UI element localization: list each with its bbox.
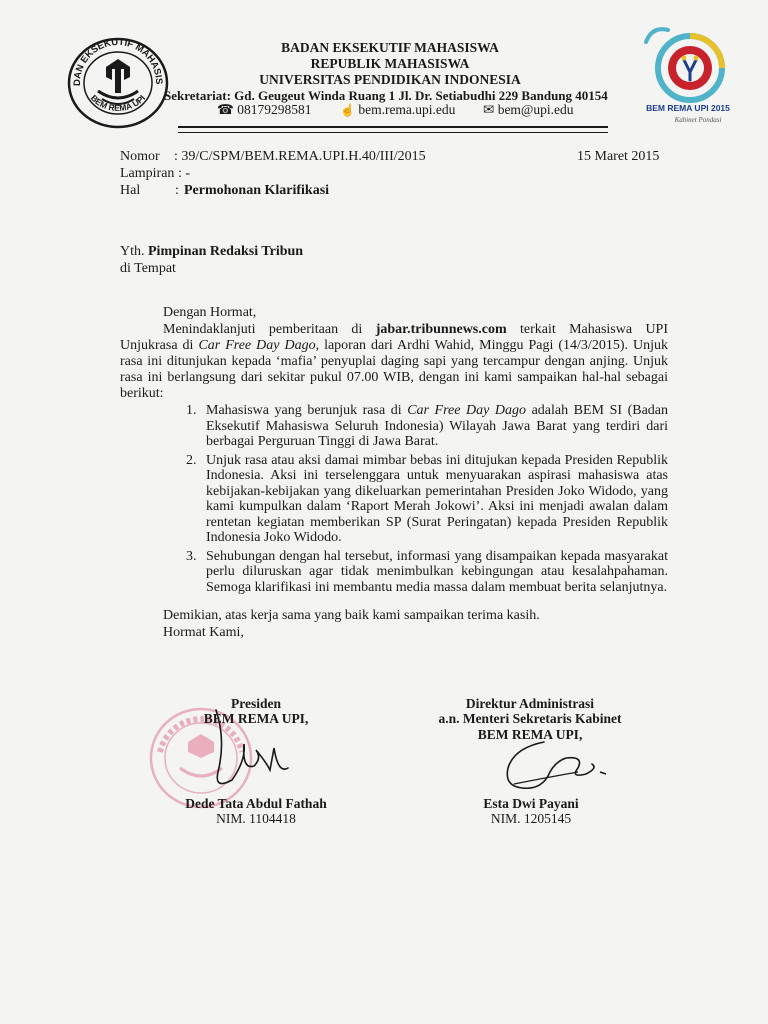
recipient-salutation: Yth.: [120, 244, 145, 259]
hal-label: Hal: [120, 183, 141, 198]
logo-title: BEM REMA UPI 2015: [646, 103, 730, 113]
contact-email: [483, 102, 573, 118]
p1-end: , laporan dari Ardhi Wahid, Minggu Pagi (14/3/2015). Unjuk rasa ini ditunjukan kepada ‘mafia’ penyuplai daging sapi yang tercampur dengan anjing. Unjuk rasa ini berlangsung dari sekitar pukul 07.00 WIB, dengan ini kami sampaikan hal-hal sebagai berikut:: [120, 338, 668, 401]
list-item-number: 3.: [186, 548, 197, 564]
p1-mid: terkait Mahasiswa UPI Unjukrasa di: [120, 322, 668, 353]
bem-rema-logo: [66, 33, 170, 129]
right-sig-title2: a.n. Menteri Sekretaris Kabinet: [438, 711, 622, 726]
regards-line: Hormat Kami,: [163, 625, 244, 640]
left-sig-title2: BEM REMA UPI,: [203, 711, 309, 726]
header-rule-thick: [178, 126, 608, 128]
opening-paragraph: [120, 322, 668, 402]
signature-scribble: [196, 700, 296, 800]
item1-text-b: adalah BEM SI (Badan Eksekutif Mahasiswa Seluruh Indonesia) Wilayah Jawa Barat yang terdiri dari berbagai Perguruan Tinggi di Jawa Barat.: [206, 403, 668, 449]
item3-text: Sehubungan dengan hal tersebut, informasi yang disampaikan kepada masyarakat perlu diluruskan agar tidak menimbulkan kebingungan atau kesalahpahaman. Semoga klarifikasi ini membantu media massa dalam membuat berita selanjutnya.: [206, 548, 668, 595]
cursor-icon: ☝: [340, 103, 355, 117]
header-rule-thin: [178, 132, 608, 133]
item1-text-a: Mahasiswa yang berunjuk rasa di: [206, 403, 402, 418]
list-item: [182, 403, 668, 450]
contact-phone: [217, 102, 311, 118]
p1-event: Car Free Day Dago: [198, 338, 316, 353]
bem-rema-2015-logo: [640, 22, 736, 128]
letter-date: 15 Maret 2015: [577, 149, 660, 164]
svg-text:BEM REMA UPI: [89, 93, 147, 113]
recipient-place: di Tempat: [120, 261, 176, 276]
org-name-line3: UNIVERSITAS PENDIDIKAN INDONESIA: [259, 72, 521, 87]
signature-scribble: [474, 734, 614, 804]
nomor-label: Nomor: [120, 149, 160, 164]
closing-line: Demikian, atas kerja sama yang baik kami sampaikan terima kasih.: [163, 608, 540, 623]
hal-value: Permohonan Klarifikasi: [184, 183, 330, 198]
hal-colon: :: [175, 183, 179, 198]
logo-tagline: Kabinet Pondasi: [674, 116, 722, 124]
right-signer-nim: NIM. 1205145: [490, 811, 572, 826]
list-item: [182, 453, 668, 546]
lampiran-value: : -: [178, 166, 191, 181]
left-sig-title1: Presiden: [231, 696, 281, 711]
logo-arc-bottom: BEM REMA UPI: [88, 92, 148, 113]
org-name-line2: REPUBLIK MAHASISWA: [310, 56, 470, 71]
greeting: Dengan Hormat,: [163, 305, 257, 320]
recipient-line: [120, 244, 303, 260]
recipient-name: Pimpinan Redaksi Tribun: [148, 244, 304, 259]
list-item: [182, 549, 668, 596]
item2-text: Unjuk rasa atau aksi damai mimbar bebas ini ditujukan kepada Presiden Republik Indonesia. Aksi ini terselenggara untuk menyuarakan aspirasi mahasiswa atas kebijakan-kebijakan yang dikeluarkan pemerintahan Presiden Joko Widodo, yang kami kumpulkan dalam ‘Raport Merah Jokowi’. Aksi ini menjadi awalan dalam rentetan kegiatan memberikan SP (Surat Peringatan) kepada Presiden Republik Indonesia Joko Widodo.: [206, 452, 668, 545]
right-signer-name: Esta Dwi Payani: [483, 796, 579, 811]
envelope-icon: ✉: [483, 102, 495, 117]
website-link[interactable]: bem.rema.upi.edu: [358, 102, 456, 117]
left-signer-name: Dede Tata Abdul Fathah: [185, 796, 327, 811]
lampiran-label: Lampiran: [120, 166, 175, 181]
list-item-number: 2.: [186, 452, 197, 468]
contact-website: [340, 102, 455, 118]
left-signer-nim: NIM. 1104418: [216, 811, 296, 826]
org-name-line1: BADAN EKSEKUTIF MAHASISWA: [281, 40, 499, 55]
item1-emphasis: Car Free Day Dago: [407, 403, 527, 418]
p1-start: Menindaklanjuti pemberitaan di: [163, 322, 363, 337]
logo-arc-top: DAN EKSEKUTIF MAHASIS: [71, 36, 165, 87]
points-list: [182, 403, 668, 598]
nomor-value: : 39/C/SPM/BEM.REMA.UPI.H.40/III/2015: [174, 149, 426, 164]
p1-site: jabar.tribunnews.com: [375, 322, 507, 337]
phone-number: 08179298581: [237, 102, 312, 117]
phone-icon: ☎: [217, 102, 234, 117]
right-sig-title1: Direktur Administrasi: [465, 696, 595, 711]
right-sig-title3: BEM REMA UPI,: [477, 727, 583, 742]
list-item-number: 1.: [186, 403, 197, 418]
email-link[interactable]: bem@upi.edu: [497, 102, 574, 117]
org-address: Sekretariat: Gd. Geugeut Winda Ruang 1 Jl. Dr. Setiabudhi 229 Bandung 40154: [164, 88, 608, 103]
